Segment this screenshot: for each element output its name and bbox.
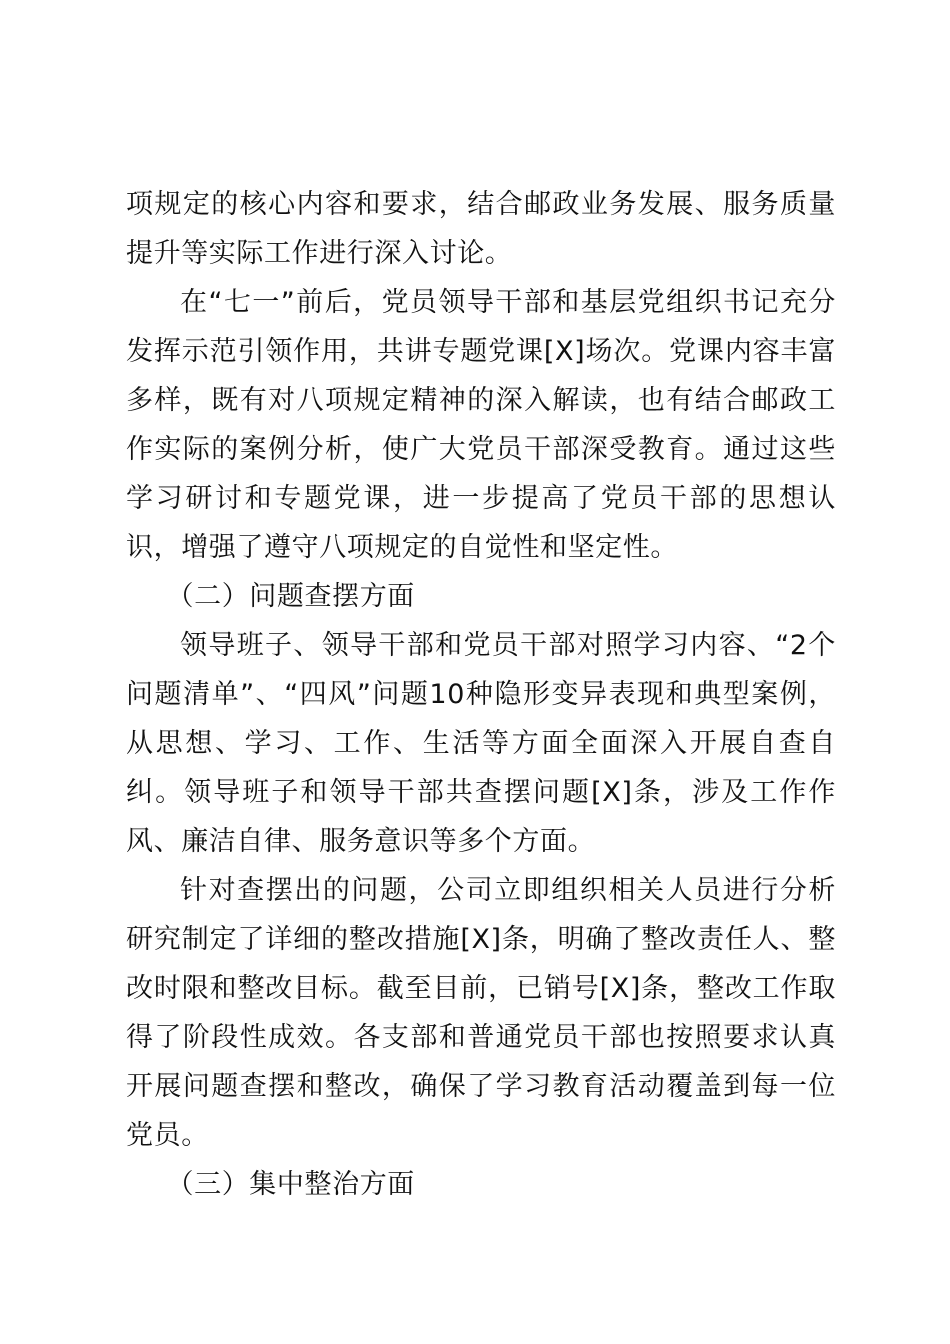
paragraph-rectification: 针对查摆出的问题，公司立即组织相关人员进行分析研究制定了详细的整改措施[X]条，明确了整改责任人、整改时限和整改目标。截至目前，已销号[X]条，整改工作取得了阶段性成效。各支部和普通党员干部也按照要求认真开展问题查摆和整改，确保了学习教育活动覆盖到每一位党员。 [126,875,836,1151]
paragraph-continuation: 项规定的核心内容和要求，结合邮政业务发展、服务质量提升等实际工作进行深入讨论。 [126,189,836,269]
section-heading-centralized-rectification: （三）集中整治方面 [166,1169,415,1200]
section-heading-problem-review: （二）问题查摆方面 [166,581,415,612]
document-body [126,180,836,1209]
paragraph-party-lectures: 在“七一”前后，党员领导干部和基层党组织书记充分发挥示范引领作用，共讲专题党课[X]场次。党课内容丰富多样，既有对八项规定精神的深入解读，也有结合邮政工作实际的案例分析，使广大党员干部深受教育。通过这些学习研讨和专题党课，进一步提高了党员干部的思想认识，增强了遵守八项规定的自觉性和坚定性。 [126,287,836,563]
paragraph-self-inspection: 领导班子、领导干部和党员干部对照学习内容、“2个问题清单”、“四风”问题10种隐形变异表现和典型案例，从思想、学习、工作、生活等方面全面深入开展自查自纠。领导班子和领导干部共查摆问题[X]条，涉及工作作风、廉洁自律、服务意识等多个方面。 [126,630,836,857]
